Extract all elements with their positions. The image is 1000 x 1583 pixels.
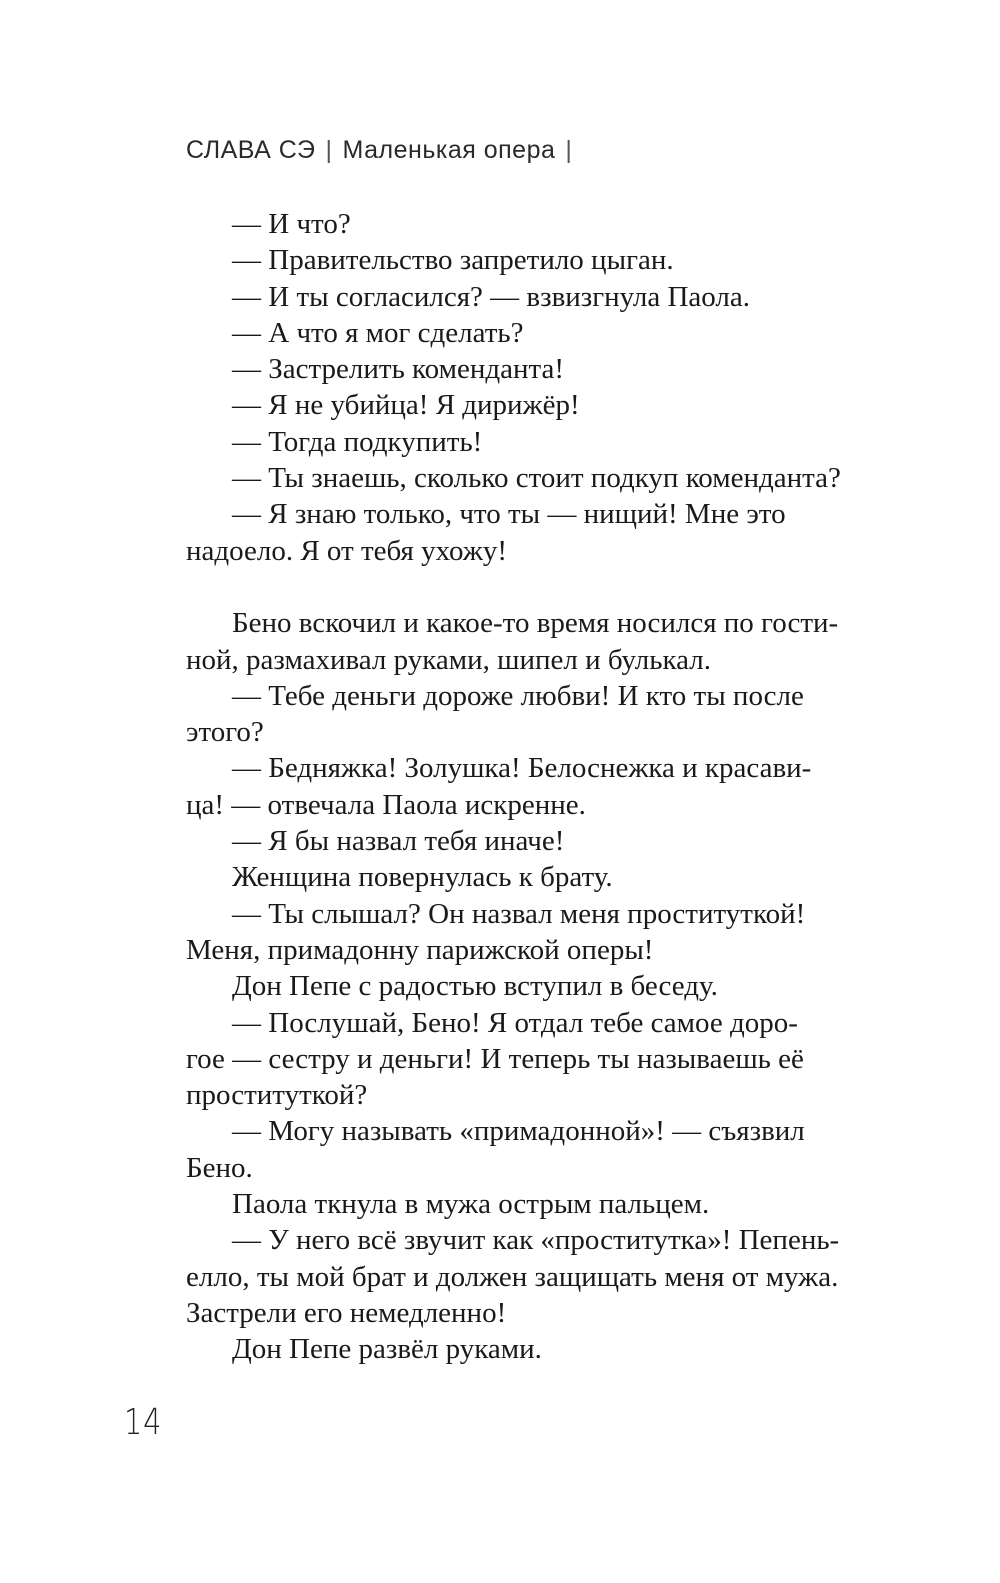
text-line: — Тебе деньги дороже любви! И кто ты после	[232, 679, 804, 712]
text-line: — Бедняжка! Золушка! Белоснежка и красави-	[232, 752, 812, 785]
text-line: — А что я мог сделать?	[232, 316, 524, 349]
header-title: Маленькая опера	[342, 136, 556, 164]
text-line: — Застрелить коменданта!	[232, 353, 565, 386]
text-line: ной, размахивал руками, шипел и булькал.	[186, 643, 711, 676]
text-line: гое — сестру и деньги! И теперь ты называешь её	[186, 1042, 804, 1075]
text-line: елло, ты мой брат и должен защищать меня от мужа.	[186, 1260, 839, 1293]
running-head	[186, 136, 582, 165]
text-line: Паола ткнула в мужа острым пальцем.	[232, 1188, 710, 1221]
text-line: Дон Пепе развёл руками.	[232, 1333, 542, 1366]
text-line: надоело. Я от тебя ухожу!	[186, 534, 508, 567]
text-line: — Тогда подкупить!	[232, 425, 483, 458]
body-text	[186, 206, 866, 1368]
text-line: — Я не убийца! Я дирижёр!	[232, 389, 580, 422]
text-line: — Я бы назвал тебя иначе!	[232, 825, 565, 858]
page-number: 14	[124, 1402, 163, 1443]
text-line: ца! — отвечала Паола искренне.	[186, 788, 586, 821]
text-line: — И что?	[232, 208, 351, 240]
text-line: этого?	[186, 716, 264, 749]
text-line: — Ты знаешь, сколько стоит подкуп коменданта?	[232, 462, 841, 495]
text-line: проституткой?	[186, 1079, 368, 1112]
paragraph-gap	[186, 569, 866, 605]
text-line: Дон Пепе с радостью вступил в беседу.	[232, 970, 718, 1003]
text-line: — Правительство запретило цыган.	[232, 244, 674, 277]
text-line: Бено.	[186, 1151, 253, 1184]
text-line: — И ты согласился? — взвизгнула Паола.	[232, 280, 751, 313]
text-line: Женщина повернулась к брату.	[232, 861, 613, 894]
header-trailing-separator: |	[565, 136, 573, 164]
text-line: Застрели его немедленно!	[186, 1296, 507, 1329]
header-author: СЛАВА СЭ	[186, 136, 316, 164]
header-separator: |	[325, 136, 333, 164]
text-line: Меня, примадонну парижской оперы!	[186, 933, 654, 966]
text-line: Бено вскочил и какое-то время носился по гости-	[232, 607, 839, 640]
text-line: — У него всё звучит как «проститутка»! Пепень-	[232, 1224, 840, 1257]
text-line: — Я знаю только, что ты — нищий! Мне это	[232, 498, 786, 531]
text-line: — Могу называть «примадонной»! — съязвил	[232, 1115, 805, 1148]
text-line: — Ты слышал? Он назвал меня проституткой!	[232, 897, 806, 930]
text-line: — Послушай, Бено! Я отдал тебе самое доро-	[232, 1006, 798, 1039]
